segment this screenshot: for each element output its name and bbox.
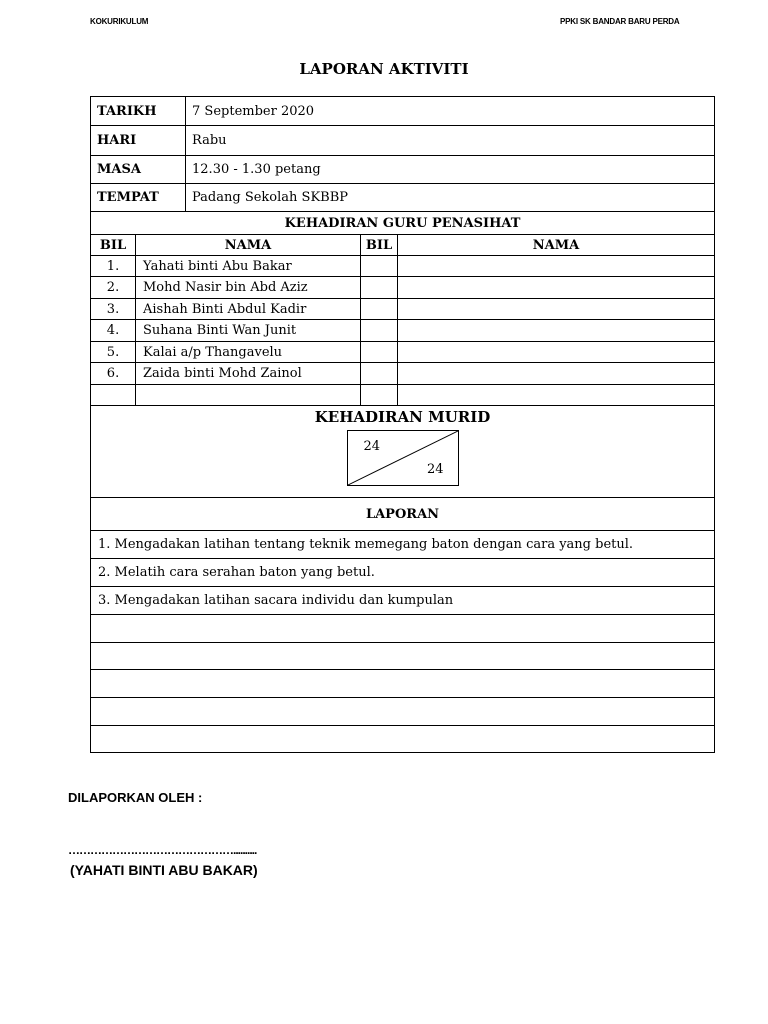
signature-line: ……………………………………….......... <box>68 843 257 857</box>
header-right: PPKI SK BANDAR BARU PERDA <box>560 17 680 26</box>
teacher-row <box>91 277 715 299</box>
report-line-row <box>91 531 715 559</box>
empty-cell <box>361 342 398 363</box>
empty-cell <box>398 363 715 385</box>
teachers-heading-row <box>91 212 715 235</box>
col-nama-left: NAMA <box>136 235 361 256</box>
empty-cell <box>398 342 715 363</box>
info-label: HARI <box>91 126 186 156</box>
empty-cell <box>361 299 398 320</box>
report-line-row <box>91 698 715 726</box>
teacher-bil: 3. <box>91 299 136 320</box>
students-cell <box>91 406 715 498</box>
teacher-nama <box>136 385 361 406</box>
header-left: KOKURIKULUM <box>90 17 149 26</box>
teacher-row <box>91 363 715 385</box>
info-value: 12.30 - 1.30 petang <box>186 156 715 184</box>
info-row-tempat <box>91 184 715 212</box>
info-value: Padang Sekolah SKBBP <box>186 184 715 212</box>
reporter-name: (YAHATI BINTI ABU BAKAR) <box>70 862 258 878</box>
teacher-row <box>91 299 715 320</box>
info-row-tarikh <box>91 97 715 126</box>
report-line-row <box>91 726 715 753</box>
empty-cell <box>361 385 398 406</box>
info-row-masa <box>91 156 715 184</box>
report-heading-row <box>91 498 715 531</box>
page-title: LAPORAN AKTIVITI <box>299 60 469 78</box>
report-line-row <box>91 670 715 698</box>
col-nama-right: NAMA <box>398 235 715 256</box>
teachers-heading: KEHADIRAN GURU PENASIHAT <box>91 212 715 235</box>
empty-cell <box>398 277 715 299</box>
report-line-row <box>91 643 715 670</box>
empty-cell <box>361 277 398 299</box>
teacher-bil <box>91 385 136 406</box>
students-present: 24 <box>363 439 381 454</box>
students-heading: KEHADIRAN MURID <box>314 408 491 426</box>
teacher-bil: 2. <box>91 277 136 299</box>
info-label: MASA <box>91 156 186 184</box>
report-line: 1. Mengadakan latihan tentang teknik memegang baton dengan cara yang betul. <box>91 531 715 559</box>
teacher-row <box>91 320 715 342</box>
report-line <box>91 643 715 670</box>
col-bil-right: BIL <box>361 235 398 256</box>
info-value: 7 September 2020 <box>186 97 715 126</box>
info-label: TARIKH <box>91 97 186 126</box>
empty-cell <box>361 256 398 277</box>
teacher-bil: 6. <box>91 363 136 385</box>
report-line: 3. Mengadakan latihan sacara individu dan kumpulan <box>91 587 715 615</box>
students-total: 24 <box>426 462 444 477</box>
report-line-row <box>91 615 715 643</box>
report-line <box>91 698 715 726</box>
teacher-row <box>91 385 715 406</box>
teacher-nama: Kalai a/p Thangavelu <box>136 342 361 363</box>
activity-report-table <box>90 96 715 753</box>
empty-cell <box>361 320 398 342</box>
teacher-nama: Yahati binti Abu Bakar <box>136 256 361 277</box>
teacher-bil: 1. <box>91 256 136 277</box>
empty-cell <box>361 363 398 385</box>
info-label: TEMPAT <box>91 184 186 212</box>
empty-cell <box>398 256 715 277</box>
report-line-row <box>91 559 715 587</box>
report-line <box>91 615 715 643</box>
teacher-row <box>91 256 715 277</box>
report-line <box>91 670 715 698</box>
teacher-nama: Suhana Binti Wan Junit <box>136 320 361 342</box>
teacher-bil: 4. <box>91 320 136 342</box>
teacher-row <box>91 342 715 363</box>
student-count-box <box>347 430 459 486</box>
teachers-column-header <box>91 235 715 256</box>
info-row-hari <box>91 126 715 156</box>
teacher-nama: Aishah Binti Abdul Kadir <box>136 299 361 320</box>
report-heading: LAPORAN <box>91 498 715 531</box>
reported-by-label: DILAPORKAN OLEH : <box>68 790 203 805</box>
empty-cell <box>398 385 715 406</box>
report-line-row <box>91 587 715 615</box>
teacher-nama: Zaida binti Mohd Zainol <box>136 363 361 385</box>
teacher-nama: Mohd Nasir bin Abd Aziz <box>136 277 361 299</box>
report-line <box>91 726 715 753</box>
empty-cell <box>398 299 715 320</box>
teacher-bil: 5. <box>91 342 136 363</box>
empty-cell <box>398 320 715 342</box>
info-value: Rabu <box>186 126 715 156</box>
students-row <box>91 406 715 498</box>
col-bil-left: BIL <box>91 235 136 256</box>
report-line: 2. Melatih cara serahan baton yang betul. <box>91 559 715 587</box>
